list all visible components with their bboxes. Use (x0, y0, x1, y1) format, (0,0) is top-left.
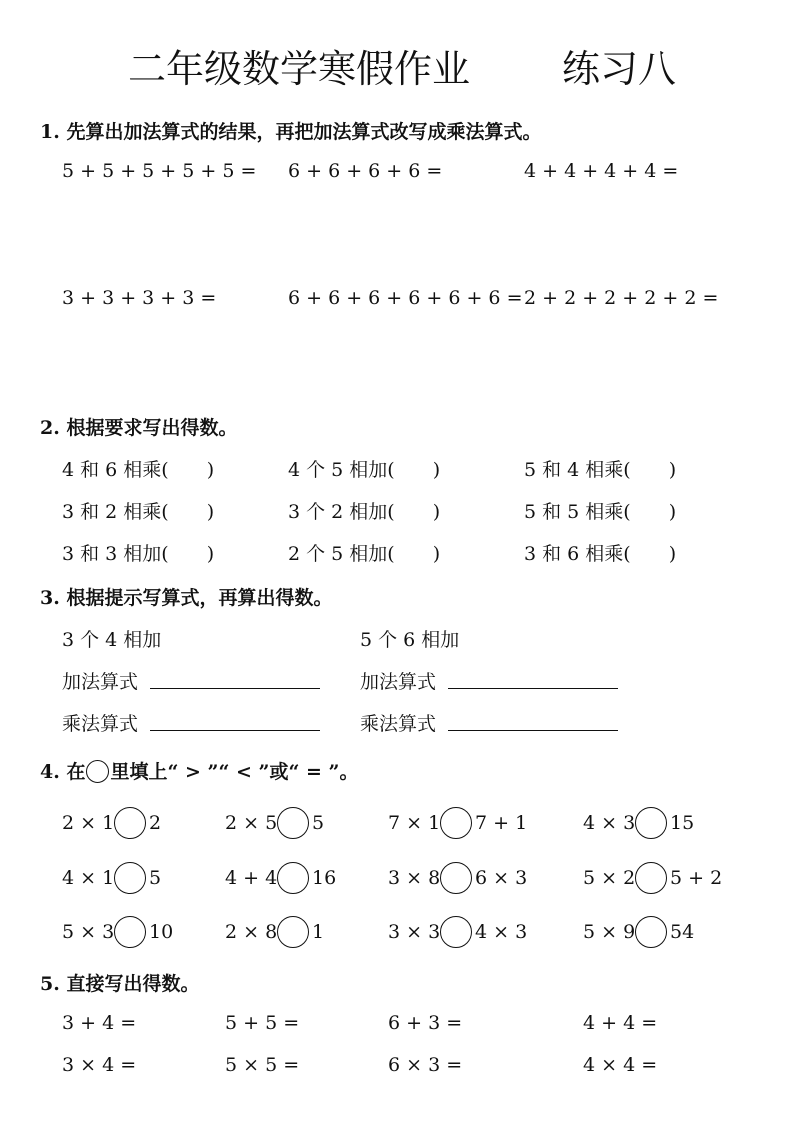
prompt-text: 5 个 6 相加 (360, 629, 460, 651)
answer-item: 3 个 2 相加( ) (288, 501, 441, 523)
answer-item: 3 和 3 相加( ) (62, 543, 215, 565)
compare-right: 54 (670, 921, 695, 943)
compare-circle[interactable] (277, 916, 309, 948)
compare-circle[interactable] (440, 916, 472, 948)
addition-expression: 4 + 4 + 4 + 4 = (524, 160, 679, 182)
calc-item: 3 + 4 = (62, 1012, 137, 1034)
compare-right: 15 (670, 812, 695, 834)
addition-expression: 2 + 2 + 2 + 2 + 2 = (524, 287, 719, 309)
multiplication-label: 乘法算式 (360, 713, 437, 735)
answer-line[interactable] (448, 688, 618, 689)
prompt-text: 3 个 4 相加 (62, 629, 162, 651)
compare-left: 4 × 3 (583, 812, 636, 834)
calc-item: 6 × 3 = (388, 1054, 463, 1076)
compare-right: 6 × 3 (475, 867, 528, 889)
compare-circle[interactable] (440, 862, 472, 894)
calc-item: 6 + 3 = (388, 1012, 463, 1034)
circle-icon (86, 760, 109, 783)
compare-circle[interactable] (635, 916, 667, 948)
answer-item: 3 和 2 相乘( ) (62, 501, 215, 523)
compare-left: 7 × 1 (388, 812, 441, 834)
compare-circle[interactable] (277, 807, 309, 839)
answer-line[interactable] (448, 730, 618, 731)
question-text: . 先算出加法算式的结果，再把加法算式改写成乘法算式。 (53, 121, 542, 143)
answer-item: 4 和 6 相乘( ) (62, 459, 215, 481)
compare-right: 5 (312, 812, 325, 834)
compare-circle[interactable] (440, 807, 472, 839)
question-text-pre: . 在 (53, 761, 86, 783)
compare-right: 1 (312, 921, 325, 943)
question-number: 3 (40, 587, 54, 609)
answer-item: 5 和 5 相乘( ) (524, 501, 677, 523)
compare-circle[interactable] (635, 862, 667, 894)
question-5-heading (40, 969, 199, 996)
addition-label: 加法算式 (62, 671, 139, 693)
question-number: 2 (40, 417, 54, 439)
compare-left: 2 × 8 (225, 921, 278, 943)
calc-item: 4 + 4 = (583, 1012, 658, 1034)
question-number: 4 (40, 761, 54, 783)
compare-left: 4 × 1 (62, 867, 115, 889)
compare-right: 10 (149, 921, 174, 943)
question-number: 5 (40, 973, 54, 995)
answer-line[interactable] (150, 730, 320, 731)
exercise-number: 练习八 (562, 47, 677, 91)
compare-left: 2 × 5 (225, 812, 278, 834)
answer-item: 3 和 6 相乘( ) (524, 543, 677, 565)
compare-circle[interactable] (114, 916, 146, 948)
calc-item: 3 × 4 = (62, 1054, 137, 1076)
question-number: 1 (40, 121, 54, 143)
compare-right: 16 (312, 867, 337, 889)
answer-item: 4 个 5 相加( ) (288, 459, 441, 481)
question-text: . 根据要求写出得数。 (53, 417, 238, 439)
calc-item: 5 + 5 = (225, 1012, 300, 1034)
question-1-heading (40, 117, 541, 144)
addition-expression: 6 + 6 + 6 + 6 = (288, 160, 443, 182)
multiplication-label: 乘法算式 (62, 713, 139, 735)
compare-left: 5 × 2 (583, 867, 636, 889)
compare-circle[interactable] (114, 807, 146, 839)
compare-right: 5 + 2 (670, 867, 723, 889)
compare-left: 2 × 1 (62, 812, 115, 834)
compare-circle[interactable] (277, 862, 309, 894)
answer-item: 5 和 4 相乘( ) (524, 459, 677, 481)
answer-line[interactable] (150, 688, 320, 689)
question-text: . 根据提示写算式，再算出得数。 (53, 587, 333, 609)
question-text: . 直接写出得数。 (53, 973, 200, 995)
question-text-post: 里填上“ > ”“ < ”或“ = ”。 (110, 761, 359, 783)
compare-left: 5 × 9 (583, 921, 636, 943)
compare-left: 5 × 3 (62, 921, 115, 943)
compare-right: 7 + 1 (475, 812, 528, 834)
addition-expression: 5 + 5 + 5 + 5 + 5 = (62, 160, 257, 182)
question-3-heading (40, 583, 332, 610)
addition-expression: 3 + 3 + 3 + 3 = (62, 287, 217, 309)
compare-right: 2 (149, 812, 162, 834)
calc-item: 5 × 5 = (225, 1054, 300, 1076)
answer-item: 2 个 5 相加( ) (288, 543, 441, 565)
compare-right: 5 (149, 867, 162, 889)
worksheet-title: 二年级数学寒假作业 (128, 47, 471, 91)
compare-left: 4 + 4 (225, 867, 278, 889)
compare-right: 4 × 3 (475, 921, 528, 943)
compare-circle[interactable] (114, 862, 146, 894)
addition-expression: 6 + 6 + 6 + 6 + 6 + 6 = (288, 287, 523, 309)
compare-circle[interactable] (635, 807, 667, 839)
calc-item: 4 × 4 = (583, 1054, 658, 1076)
question-2-heading (40, 413, 237, 440)
compare-left: 3 × 8 (388, 867, 441, 889)
addition-label: 加法算式 (360, 671, 437, 693)
compare-left: 3 × 3 (388, 921, 441, 943)
question-4-heading (40, 757, 359, 784)
